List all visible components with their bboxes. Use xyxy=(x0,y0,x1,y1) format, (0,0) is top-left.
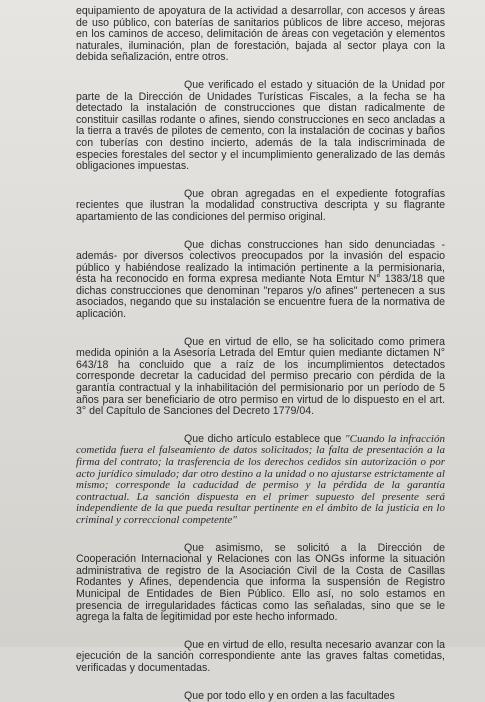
paragraph-photographs: Que obran agregadas en el expediente fotografías recientes que ilustran la modalidad constructiva descripta y su flagrante apartamiento de las condiciones del permiso original. xyxy=(76,189,445,224)
paragraph-continuation: equipamiento de apoyatura de la actividad a desarrollar, con accesos y áreas de uso público, con baterías de sanitarios públicos de libre acceso, mejoras en los caminos de acceso, delimitación de áreas con vegetación y elementos naturales, iluminación, plan de forestación, bajada al sector playa con la debida señalización, entre otros. xyxy=(76,6,445,64)
paragraph-closing: Que por todo ello y en orden a las facultades xyxy=(76,691,445,702)
paragraph-article-quote xyxy=(76,434,445,527)
paragraph-sanction: Que en virtud de ello, resulta necesario avanzar con la ejecución de la sanción correspondiente ante las graves faltas cometidas, verificadas y documentadas. xyxy=(76,640,445,675)
paragraph-complaints: Que dichas construcciones han sido denunciadas -además- por diversos colectivos preocupados por la invasión del espacio público y habiéndose realizado la intimación pertinente a la permisionaria, ésta ha reconocido en forma expresa mediante Nota Emtur N° 1383/18 que dichas construcciones que denominan "reparos y/o afines" pertenecen a sus asociados, negando que su instalación se encuentre fuera de la normativa de aplicación. xyxy=(76,240,445,321)
paragraph-verification: Que verificado el estado y situación de la Unidad por parte de la Dirección de Unidades Turísticas Fiscales, a la fecha se ha detectado la instalación de construcciones que distan radicalmente de constituir casillas rodante o afines, siendo construcciones en seco ancladas a la tierra a través de pilotes de cemento, con la instalación de cocinas y baños con tuberías con destino incierto, además de la tala indiscriminada de especies forestales del sector y el incumplimiento generalizado de las demás obligaciones impuestas. xyxy=(76,80,445,173)
paragraph-legal-opinion: Que en virtud de ello, se ha solicitado como primera medida opinión a la Asesoría Letrada del Emtur quien mediante dictamen N° 643/18 ha concluido que a raíz de los incumplimientos detectados corresponde decretar la caducidad del permiso precario con pérdida de la garantía contractual y la inhabilitación del permisionario por un período de 5 años para ser beneficiario de otro permiso en virtud de lo dispuesto en el art. 3° del Capítulo de Sanciones del Decreto 1779/04. xyxy=(76,337,445,418)
article-lead-text: Que dicho artículo establece que xyxy=(184,433,345,445)
article-quote-text: "Cuando la infracción cometida fuera el falseamiento de datos solicitados; la falta de presentación a la firma del contrato; la trasferencia de los derechos cedidos sin autorización o por acto jurídico simulado; dar otro destino a la unidad o no ajustarse estrictamente al mismo; corresponde la caducidad de permiso y la pérdida de la garantía contractual. La sanción dispuesta en el primer supuesto del presente será independiente de la que pueda resultar pertinente en el ámbito de la justicia en lo criminal y correccional competente" xyxy=(76,433,445,526)
paragraph-cooperation: Que asimismo, se solicitó a la Dirección de Cooperación Internacional y Relaciones con las ONGs informe la situación administrativa de registro de la Asociación Civil de la Costa de Casillas Rodantes y Afines, dependencia que informa la suspensión de Registro Municipal de Entidades de Bien Público. Ello así, no solo estamos en presencia de irregularidades fácticas como las señaladas, sino que se le agrega la falta de legitimidad por este hecho informado. xyxy=(76,543,445,624)
